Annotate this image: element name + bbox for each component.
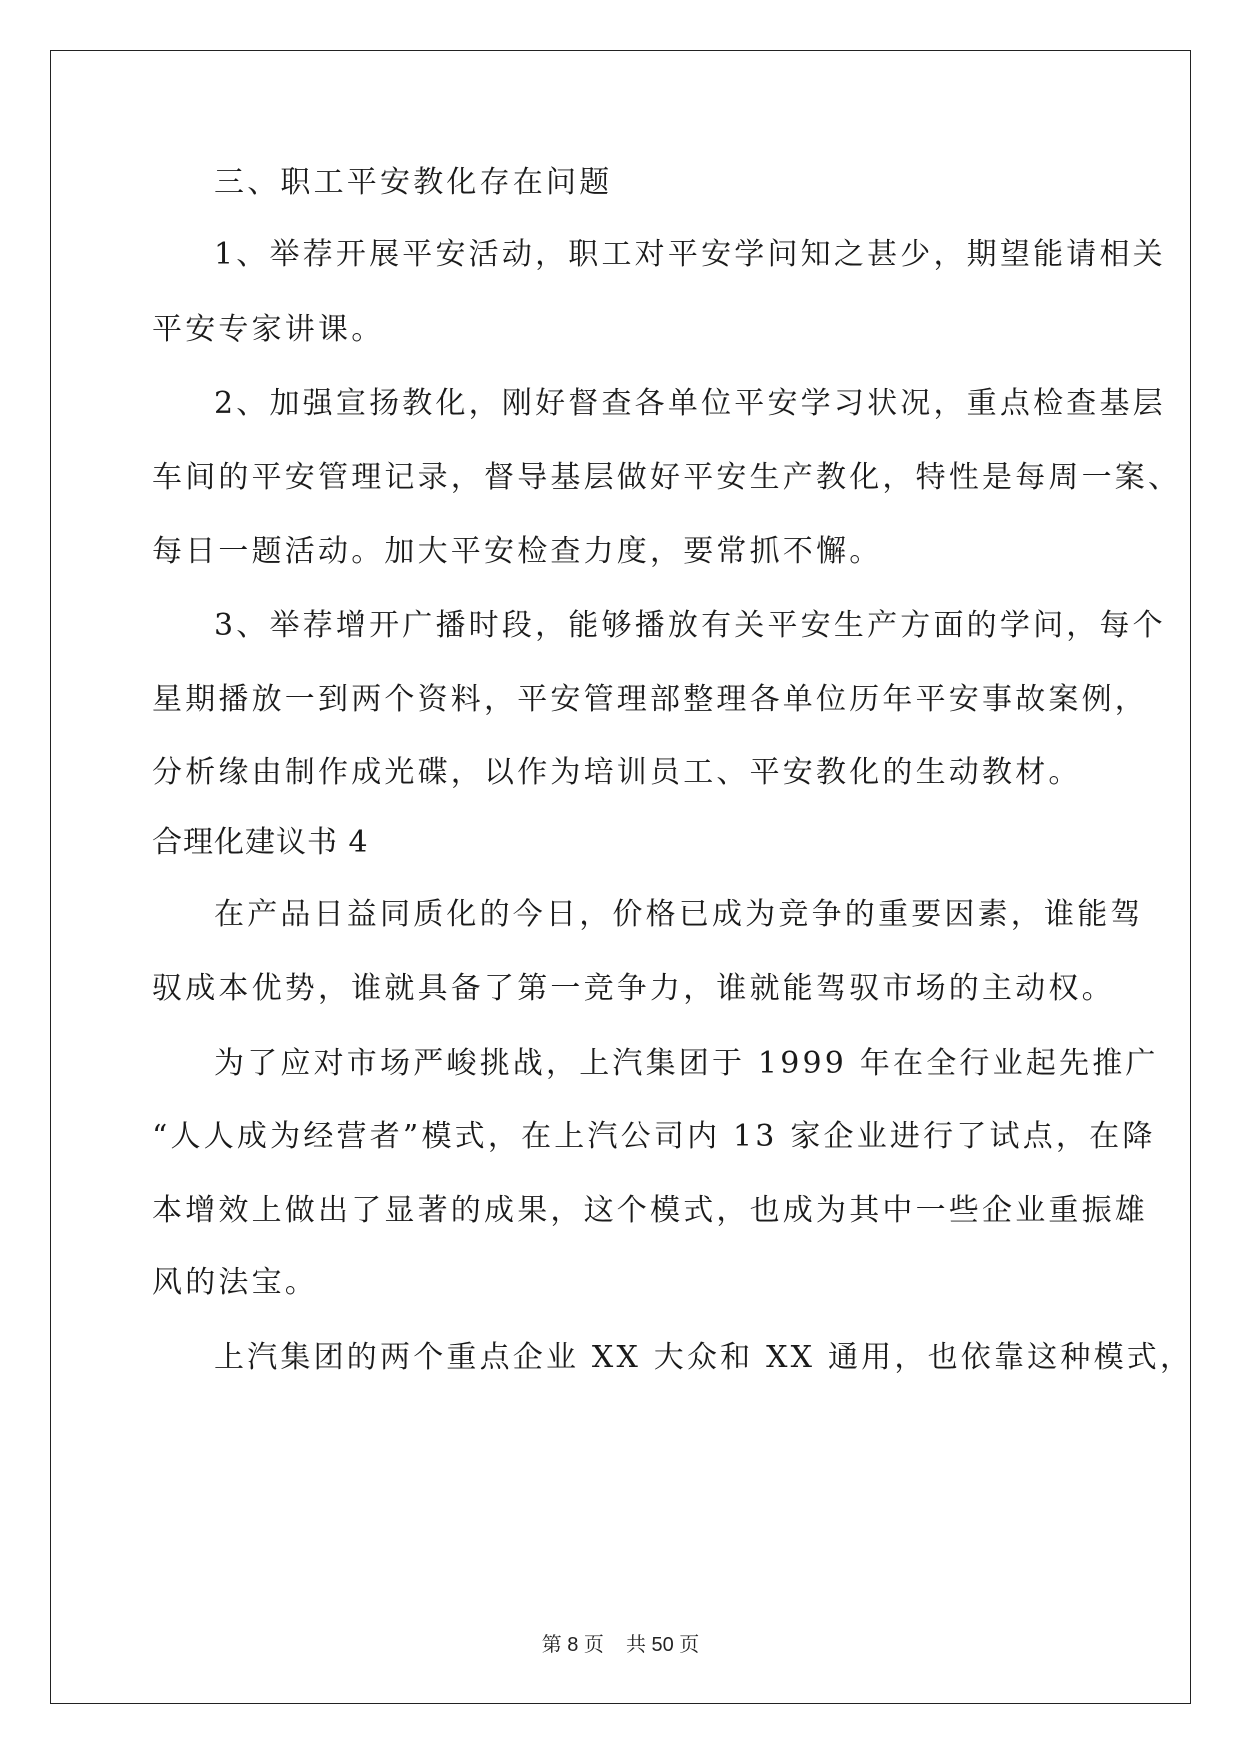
paragraph-line: 分析缘由制作成光碟，以作为培训员工、平安教化的生动教材。 [152,755,1082,790]
paragraph-line: 风的法宝。 [152,1265,318,1300]
paragraph-line: 1、举荐开展平安活动，职工对平安学问知之甚少，期望能请相关 [214,237,1166,272]
paragraph-line: 每日一题活动。加大平安检查力度，要常抓不懈。 [152,534,883,569]
paragraph-line: 平安专家讲课。 [152,312,385,347]
section-title: 合理化建议书 4 [152,825,369,860]
page-total: 共 50 页 [625,1634,700,1656]
paragraph-line: 本增效上做出了显著的成果，这个模式，也成为其中一些企业重振雄 [152,1193,1148,1228]
page-border [50,50,1194,1704]
paragraph-line: “人人成为经营者”模式，在上汽公司内 13 家企业进行了试点，在降 [152,1119,1156,1154]
section-heading: 三、职工平安教化存在问题 [214,165,613,200]
paragraph-line: 2、加强宣扬教化，刚好督查各单位平安学习状况，重点检查基层 [214,386,1166,421]
page-footer [0,1628,1241,1657]
paragraph-line: 在产品日益同质化的今日，价格已成为竞争的重要因素，谁能驾 [214,897,1144,932]
paragraph-line: 星期播放一到两个资料，平安管理部整理各单位历年平安事故案例， [152,682,1148,717]
paragraph-line: 3、举荐增开广播时段，能够播放有关平安生产方面的学问，每个 [214,608,1166,643]
paragraph-line: 车间的平安管理记录，督导基层做好平安生产教化，特性是每周一案、 [152,460,1182,495]
paragraph-line: 为了应对市场严峻挑战，上汽集团于 1999 年在全行业起先推广 [214,1046,1159,1081]
paragraph-line: 上汽集团的两个重点企业 XX 大众和 XX 通用，也依靠这种模式， [214,1340,1194,1375]
page-number: 第 8 页 [541,1634,604,1656]
paragraph-line: 驭成本优势，谁就具备了第一竞争力，谁就能驾驭市场的主动权。 [152,971,1115,1006]
